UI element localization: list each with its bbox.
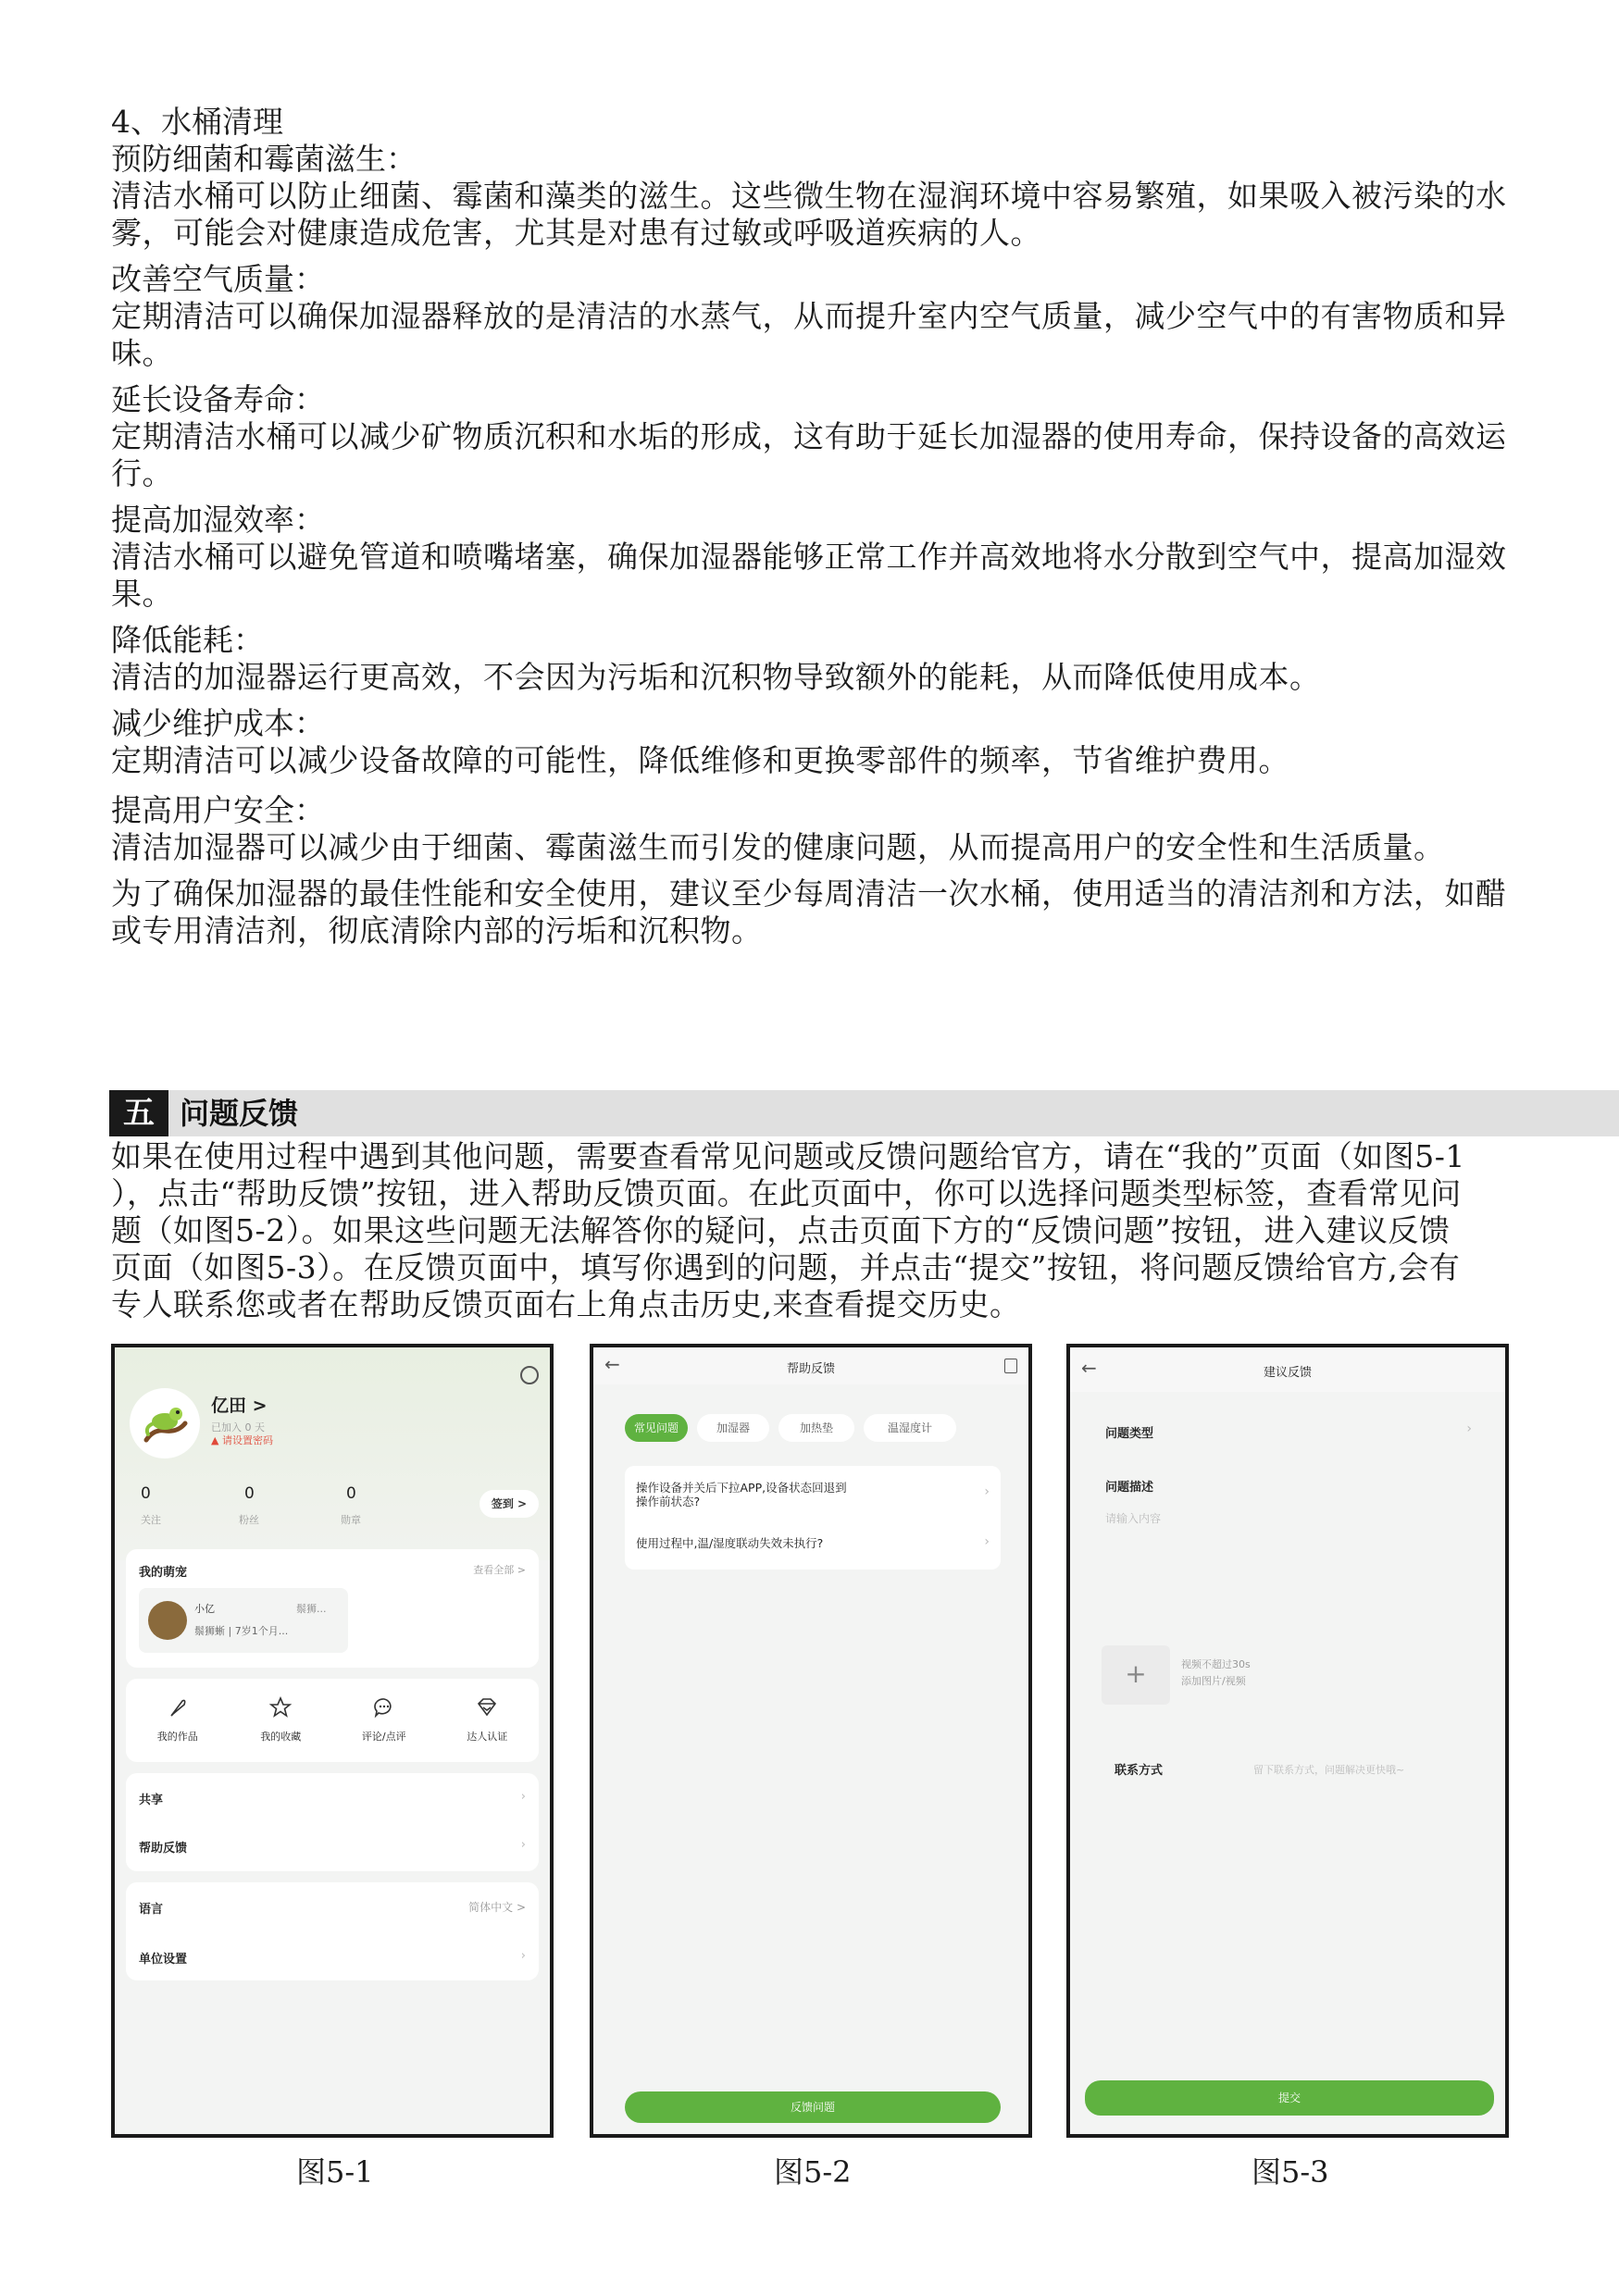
grid-label: 我的收藏: [260, 1731, 302, 1743]
pet-card[interactable]: [139, 1588, 348, 1653]
item-line: 味。: [111, 335, 173, 371]
plus-icon: +: [1125, 1658, 1147, 1689]
item-line: 行。: [111, 455, 173, 491]
user-name[interactable]: 亿田 >: [211, 1396, 268, 1416]
menu-card-2: [126, 1882, 539, 1980]
faq-item[interactable]: 使用过程中,温/湿度联动失效未执行?: [636, 1536, 824, 1550]
feather-icon: [166, 1695, 190, 1719]
figure-caption: 图5-3: [1252, 2154, 1329, 2190]
fans-count[interactable]: 0: [244, 1484, 255, 1503]
figure-5-1-screenshot: [111, 1344, 554, 2138]
page-title: 帮助反馈: [786, 1362, 835, 1376]
faq-text: 操作前状态?: [636, 1495, 701, 1508]
grid-label: 达人认证: [467, 1731, 508, 1743]
avatar[interactable]: [130, 1388, 200, 1458]
my-favorites-button[interactable]: [230, 1695, 333, 1744]
item-heading: 预防细菌和霉菌滋生：: [111, 141, 417, 177]
contact-input[interactable]: 留下联系方式，问题解决更快哦~: [1253, 1764, 1405, 1776]
menu-item-language[interactable]: [139, 1899, 526, 1925]
password-warning[interactable]: ▲ 请设置密码: [211, 1434, 273, 1446]
follow-label: 关注: [141, 1514, 161, 1526]
item-line: 清洁水桶可以防止细菌、霉菌和藻类的滋生。这些微生物在湿润环境中容易繁殖，如果吸入被污染的水: [111, 178, 1507, 214]
item-heading: 降低能耗：: [111, 622, 264, 658]
back-arrow-icon[interactable]: ←: [1081, 1357, 1097, 1379]
paragraph-line: 页面（如图5-3）。在反馈页面中，填写你遇到的问题，并点击“提交”按钮，将问题反馈给官方,会有: [111, 1249, 1461, 1285]
history-icon[interactable]: [1004, 1359, 1017, 1373]
menu-item-unit-settings[interactable]: [139, 1949, 526, 1975]
figure-5-3-screenshot: [1066, 1344, 1509, 2138]
tag-humidifier[interactable]: 加湿器: [697, 1414, 769, 1442]
grid-label: 我的作品: [156, 1731, 198, 1743]
my-works-button[interactable]: [126, 1695, 230, 1744]
settings-icon[interactable]: [520, 1366, 539, 1384]
paragraph-line: 专人联系您或者在帮助反馈页面右上角点击历史,来查看提交历史。: [111, 1286, 1021, 1322]
paragraph-line: 如果在使用过程中遇到其他问题，需要查看常见问题或反馈问题给官方，请在“我的”页面（如图5-1: [111, 1138, 1465, 1174]
item-line: 定期清洁可以确保加湿器释放的是清洁的水蒸气，从而提升室内空气质量，减少空气中的有害物质和异: [111, 298, 1507, 334]
item-heading: 减少维护成本：: [111, 705, 325, 741]
section-title: 问题反馈: [180, 1096, 299, 1131]
badge-count[interactable]: 0: [346, 1484, 356, 1503]
pets-card: [126, 1549, 539, 1668]
grid-label: 评论/点评: [361, 1731, 406, 1743]
tag-heating-pad[interactable]: 加热垫: [778, 1414, 854, 1442]
item-heading: 改善空气质量：: [111, 261, 325, 297]
item-line: 雾，可能会对健康造成危害，尤其是对患有过敏或呼吸道疾病的人。: [111, 215, 1041, 251]
menu-item-help-feedback[interactable]: [139, 1838, 526, 1864]
tag-faq[interactable]: 常见问题: [625, 1414, 688, 1442]
pet-name: 小亿: [194, 1603, 215, 1615]
faq-text: 操作设备并关后下拉APP,设备状态回退到: [636, 1481, 847, 1495]
page-title: 建议反馈: [1263, 1366, 1312, 1380]
figure-caption: 图5-2: [774, 2154, 852, 2190]
section-4-title: 4、水桶清理: [111, 104, 283, 140]
pet-avatar: [148, 1601, 187, 1640]
feedback-button[interactable]: 反馈问题: [625, 2091, 1001, 2123]
faq-item[interactable]: [636, 1481, 973, 1508]
menu-label: 单位设置: [139, 1953, 188, 1967]
chevron-right-icon: ›: [520, 1838, 526, 1852]
fans-label: 粉丝: [239, 1514, 259, 1526]
menu-item-share[interactable]: [139, 1790, 526, 1816]
feature-grid: [126, 1679, 539, 1762]
badge-label: 勋章: [341, 1514, 361, 1526]
upload-media-button[interactable]: [1102, 1645, 1170, 1705]
item-heading: 提高加湿效率：: [111, 502, 325, 538]
upload-hint: 添加图片/视频: [1181, 1675, 1246, 1687]
menu-label: 共享: [139, 1793, 164, 1807]
chevron-right-icon: ›: [984, 1484, 990, 1499]
top-bar: [1070, 1347, 1505, 1392]
pet-type: 鬃狮...: [296, 1603, 327, 1615]
menu-card-1: [126, 1773, 539, 1871]
closing-line: 为了确保加湿器的最佳性能和安全使用，建议至少每周清洁一次水桶，使用适当的清洁剂和方法，如醋: [111, 875, 1507, 912]
sign-in-button[interactable]: 签到 >: [479, 1490, 539, 1518]
figure-5-2-screenshot: [590, 1344, 1032, 2138]
figure-caption: 图5-1: [296, 2154, 374, 2190]
lizard-avatar-icon: [137, 1396, 193, 1451]
problem-description-label: 问题描述: [1105, 1481, 1154, 1495]
chevron-right-icon: ›: [520, 1790, 526, 1804]
section-5-text: [111, 1138, 1509, 1323]
comments-button[interactable]: [332, 1695, 436, 1744]
paragraph-line: 题（如图5-2）。如果这些问题无法解答你的疑问，点击页面下方的“反馈问题”按钮，进入建议反馈: [111, 1212, 1451, 1248]
expert-certification-button[interactable]: [436, 1695, 540, 1744]
chevron-right-icon: ›: [520, 1949, 526, 1963]
menu-label: 语言: [139, 1903, 164, 1917]
problem-type-label[interactable]: 问题类型: [1105, 1427, 1154, 1441]
document-body: [111, 104, 1509, 949]
menu-label: 帮助反馈: [139, 1842, 188, 1855]
pets-view-all-link[interactable]: 查看全部 >: [473, 1564, 526, 1576]
item-line: 定期清洁可以减少设备故障的可能性，降低维修和更换零部件的频率，节省维护费用。: [111, 742, 1289, 778]
comment-icon: [372, 1695, 396, 1719]
tag-thermo-hygrometer[interactable]: 温湿度计: [864, 1414, 956, 1442]
contact-label: 联系方式: [1115, 1764, 1164, 1778]
item-line: 清洁的加湿器运行更高效，不会因为污垢和沉积物导致额外的能耗，从而降低使用成本。: [111, 659, 1321, 695]
section-5-header: [109, 1090, 1619, 1136]
item-line: 清洁水桶可以避免管道和喷嘴堵塞，确保加湿器能够正常工作并高效地将水分散到空气中，提高加湿效: [111, 539, 1507, 575]
item-line: 果。: [111, 576, 173, 612]
item-line: 定期清洁水桶可以减少矿物质沉积和水垢的形成，这有助于延长加湿器的使用寿命，保持设备的高效运: [111, 418, 1507, 454]
back-arrow-icon[interactable]: ←: [604, 1353, 620, 1375]
language-value: 简体中文 >: [468, 1901, 526, 1914]
pet-info: 鬃狮蜥 | 7岁1个月...: [194, 1625, 289, 1637]
section-number: 五: [109, 1090, 168, 1136]
paragraph-line: ），点击“帮助反馈”按钮，进入帮助反馈页面。在此页面中，你可以选择问题类型标签，查看常见问: [111, 1175, 1462, 1211]
diamond-icon: [475, 1695, 499, 1719]
top-bar: [593, 1347, 1028, 1384]
chevron-right-icon: ›: [984, 1534, 990, 1549]
upload-hint: 视频不超过30s: [1181, 1658, 1251, 1670]
joined-days: 已加入 0 天: [211, 1421, 265, 1433]
submit-button[interactable]: 提交: [1085, 2080, 1494, 2116]
description-input[interactable]: 请输入内容: [1105, 1512, 1162, 1525]
faq-card: [625, 1466, 1001, 1570]
follow-count[interactable]: 0: [141, 1484, 151, 1503]
chevron-right-icon[interactable]: ›: [1466, 1421, 1472, 1436]
item-heading: 延长设备寿命：: [111, 381, 325, 417]
closing-line: 或专用清洁剂，彻底清除内部的污垢和沉积物。: [111, 912, 763, 949]
item-line: 清洁加湿器可以减少由于细菌、霉菌滋生而引发的健康问题，从而提高用户的安全性和生活质量。: [111, 829, 1445, 865]
item-heading: 提高用户安全：: [111, 792, 325, 828]
pets-title: 我的萌宠: [139, 1566, 188, 1580]
star-icon: [268, 1695, 293, 1719]
